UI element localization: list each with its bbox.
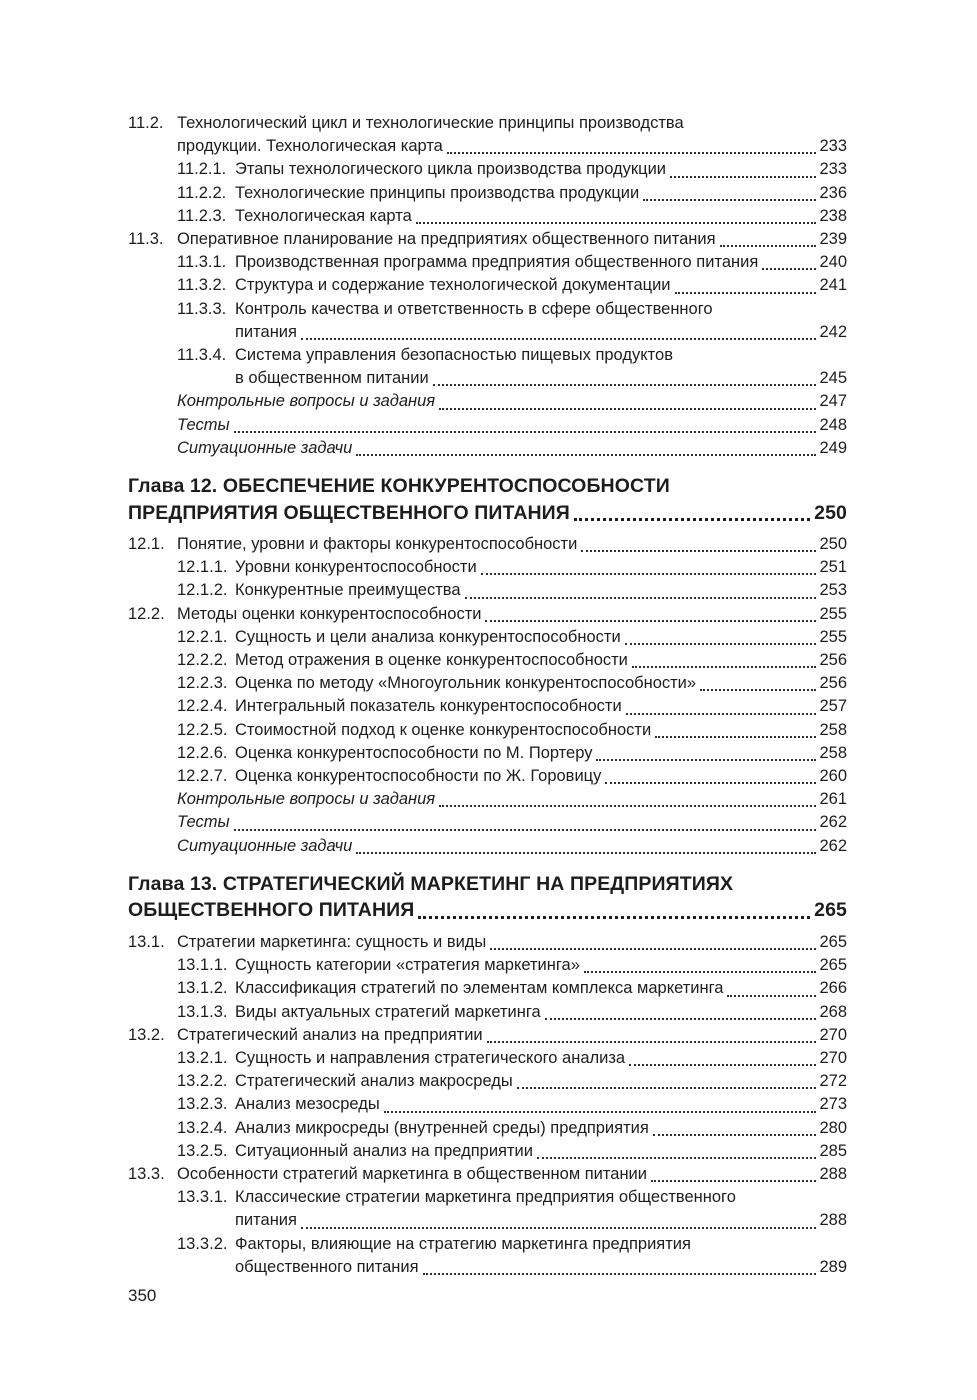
dot-leader [629, 1064, 816, 1066]
toc-entry-page: 265 [819, 932, 847, 951]
toc-entry [128, 437, 847, 460]
toc-entry [128, 977, 847, 1000]
toc-entry-title: общественного питания [235, 1257, 419, 1276]
toc-entry-title: Сущность и цели анализа конкурентоспособности [235, 627, 621, 646]
toc-entry-number: 11.2.2. [177, 183, 227, 202]
toc-entry-number: 12.2. [128, 604, 165, 623]
dot-leader [584, 971, 817, 973]
toc-entry-page: 258 [819, 720, 847, 739]
toc-entry [128, 1163, 847, 1186]
toc-entry-title: Сущность категории «стратегия маркетинга» [235, 956, 580, 975]
toc-entry [128, 1093, 847, 1116]
toc-entry-number: 12.1.2. [177, 581, 228, 600]
toc-entry-page: 288 [819, 1211, 847, 1230]
toc-entry-title: продукции. Технологическая карта [177, 137, 443, 156]
toc-entry-title: Сущность и направления стратегического анализа [235, 1048, 626, 1067]
dot-leader [384, 1111, 817, 1113]
toc-entry-title: Оперативное планирование на предприятиях общественного питания [177, 230, 716, 249]
toc-entry-page: 262 [819, 813, 847, 832]
toc-chapter-heading [128, 500, 847, 527]
toc-entry-number: 11.2. [128, 114, 164, 132]
toc-entry-number: 11.3.4. [177, 346, 227, 365]
page-number-footer: 350 [128, 1286, 157, 1305]
toc-entry-page: 255 [819, 627, 847, 646]
toc-entry-title: в общественном питании [235, 369, 429, 388]
toc-entry-number: 13.2.2. [177, 1072, 228, 1091]
toc-chapter-heading [128, 871, 847, 898]
toc-entry-page: 260 [819, 767, 847, 786]
toc-entry-page: 289 [819, 1257, 847, 1276]
toc-entry-page: 253 [819, 581, 847, 600]
toc-entry-number: 13.2.1. [177, 1048, 228, 1067]
dot-leader [439, 805, 816, 807]
toc-entry [128, 649, 847, 672]
toc-entry [128, 1001, 847, 1024]
toc-entry [128, 765, 847, 788]
toc-entry-title: Оценка конкурентоспособности по Ж. Горовицу [235, 767, 602, 786]
toc-entry-title: Производственная программа предприятия общественного питания [235, 253, 759, 272]
toc-entry [128, 1186, 847, 1209]
toc-entry-number: 13.3. [128, 1164, 165, 1183]
toc-entry-page: 280 [819, 1118, 847, 1137]
toc-entry-title: Стратегический анализ макросреды [235, 1072, 513, 1091]
toc-chapter-heading [128, 897, 847, 924]
toc-entry [128, 556, 847, 579]
toc-entry-page: 265 [814, 899, 847, 922]
toc-entry [128, 414, 847, 437]
toc-entry-number: 13.1.3. [177, 1002, 228, 1021]
toc-entry [128, 1070, 847, 1093]
toc-entry-number: 12.2.3. [177, 674, 228, 693]
dot-leader [517, 1087, 817, 1089]
toc-entry-title: Контроль качества и ответственность в сфере общественного [235, 299, 713, 318]
toc-entry [128, 672, 847, 695]
toc-entry [128, 1117, 847, 1140]
dot-leader [537, 1157, 816, 1159]
toc-entry-page: 236 [819, 183, 847, 202]
toc-entry [128, 1047, 847, 1070]
toc-entry-page: 256 [819, 674, 847, 693]
dot-leader [762, 268, 816, 270]
dot-leader [433, 384, 817, 386]
toc-entry [128, 1256, 847, 1279]
toc-entry-title: Анализ микросреды (внутренней среды) предприятия [235, 1118, 649, 1137]
dot-leader [675, 292, 817, 294]
toc-entry-page: 238 [819, 206, 847, 225]
toc-entry [128, 1140, 847, 1163]
toc-entry-title: ПРЕДПРИЯТИЯ ОБЩЕСТВЕННОГО ПИТАНИЯ [128, 501, 570, 524]
toc-entry-number: 12.2.6. [177, 743, 228, 762]
toc-entry-title: Ситуационный анализ на предприятии [235, 1141, 533, 1160]
toc-entry [128, 811, 847, 834]
dot-leader [485, 620, 816, 622]
dot-leader [653, 1134, 817, 1136]
toc-entry [128, 135, 847, 158]
toc-entry-page: 257 [819, 697, 847, 716]
toc-entry-page: 273 [819, 1095, 847, 1114]
dot-leader [625, 643, 817, 645]
toc-entry [128, 1233, 847, 1256]
toc-entry-page: 249 [819, 438, 847, 457]
toc-entry-title: Конкурентные преимущества [235, 581, 461, 600]
dot-leader [423, 1273, 817, 1275]
toc-entry [128, 251, 847, 274]
toc-entry [128, 321, 847, 344]
toc-entry-page: 268 [819, 1002, 847, 1021]
toc-entry-number: 13.3.2. [177, 1234, 228, 1253]
toc-entry-page: 262 [819, 836, 847, 855]
toc-entry [128, 158, 847, 181]
toc-entry-title: Технологический цикл и технологические принципы производства [177, 114, 684, 132]
toc-entry-page: 265 [819, 956, 847, 975]
toc-entry-page: 241 [819, 276, 847, 295]
dot-leader [700, 689, 816, 691]
toc-entry [128, 603, 847, 626]
dot-leader [655, 736, 816, 738]
toc-entry-title: Тесты [177, 415, 230, 434]
toc-entry-page: 288 [819, 1164, 847, 1183]
toc-entry-title: Стратегический анализ на предприятии [177, 1025, 483, 1044]
toc-entry-number: 13.2. [128, 1025, 165, 1044]
toc-entry [128, 742, 847, 765]
dot-leader [670, 176, 816, 178]
toc-entry-page: 250 [819, 535, 847, 554]
toc-entry-number: 13.2.3. [177, 1095, 228, 1114]
toc-entry-title: Технологическая карта [235, 206, 412, 225]
toc-entry-number: 11.3. [128, 230, 164, 249]
dot-leader [481, 573, 817, 575]
toc-entry-page: 266 [819, 979, 847, 998]
toc-entry-title: Тесты [177, 813, 230, 832]
toc-entry-title: Факторы, влияющие на стратегию маркетинга предприятия [235, 1234, 691, 1253]
toc-entry-page: 247 [819, 392, 847, 411]
toc-entry-page: 272 [819, 1072, 847, 1091]
toc-entry-title: Оценка по методу «Многоугольник конкурентоспособности» [235, 674, 697, 693]
toc-entry-number: 12.2.4. [177, 697, 228, 716]
toc-entry [128, 228, 847, 251]
toc-entry [128, 390, 847, 413]
toc-entry-number: 13.2.4. [177, 1118, 228, 1137]
dot-leader [545, 1018, 817, 1020]
toc-entry-number: 12.2.5. [177, 720, 228, 739]
toc-entry-number: 13.2.5. [177, 1141, 228, 1160]
toc-entry-title: Структура и содержание технологической документации [235, 276, 671, 295]
toc-entry-title: Понятие, уровни и факторы конкурентоспособности [177, 535, 578, 554]
toc-entry-title: Классические стратегии маркетинга предприятия общественного [235, 1188, 736, 1207]
toc-entry-page: 251 [819, 558, 847, 577]
dot-leader [605, 782, 816, 784]
toc-entry-title: питания [235, 1211, 297, 1230]
toc-entry-title: Глава 12. ОБЕСПЕЧЕНИЕ КОНКУРЕНТОСПОСОБНОСТИ [128, 475, 670, 498]
toc-entry [128, 931, 847, 954]
toc-entry [128, 626, 847, 649]
dot-leader [234, 829, 817, 831]
toc-entry-number: 13.1.2. [177, 979, 228, 998]
toc-entry-number: 11.3.3. [177, 299, 227, 318]
toc-entry-title: Контрольные вопросы и задания [177, 392, 436, 411]
toc-entry [128, 112, 847, 135]
toc-entry-number: 12.1.1. [177, 558, 228, 577]
toc-entry-title: Контрольные вопросы и задания [177, 790, 436, 809]
toc-entry-number: 13.1.1. [177, 956, 228, 975]
toc-entry-page: 240 [819, 253, 847, 272]
toc-entry [128, 1024, 847, 1047]
dot-leader [416, 222, 817, 224]
toc-entry-number: 11.2.1. [177, 160, 227, 179]
dot-leader [447, 152, 817, 154]
toc-entry-page: 233 [819, 137, 847, 156]
dot-leader [356, 454, 816, 456]
dot-leader [418, 916, 810, 919]
toc-entry-number: 12.2.2. [177, 651, 228, 670]
toc-entry [128, 835, 847, 858]
toc-entry-title: Глава 13. СТРАТЕГИЧЕСКИЙ МАРКЕТИНГ НА ПРЕДПРИЯТИЯХ [128, 872, 734, 895]
toc-entry-number: 11.3.2. [177, 276, 227, 295]
toc-entry-title: Метод отражения в оценке конкурентоспособности [235, 651, 628, 670]
toc-entry-number: 13.1. [128, 932, 165, 951]
dot-leader [632, 666, 817, 668]
toc-entry-title: Виды актуальных стратегий маркетинга [235, 1002, 541, 1021]
toc-entry-title: Анализ мезосреды [235, 1095, 380, 1114]
dot-leader [487, 1041, 817, 1043]
toc-entry [128, 533, 847, 556]
toc-entry [128, 719, 847, 742]
dot-leader [596, 759, 816, 761]
toc-entry-page: 248 [819, 415, 847, 434]
toc-entry-page: 255 [819, 604, 847, 623]
dot-leader [574, 518, 810, 521]
dot-leader [720, 245, 817, 247]
toc-entry-page: 250 [814, 501, 847, 524]
toc-entry-page: 245 [819, 369, 847, 388]
toc-entry-number: 11.3.1. [177, 253, 227, 272]
toc-entry-title: Ситуационные задачи [177, 438, 353, 457]
toc-entry [128, 1209, 847, 1232]
toc-entry-page: 242 [819, 322, 847, 341]
toc-entry-page: 270 [819, 1025, 847, 1044]
dot-leader [581, 550, 816, 552]
toc-entry [128, 205, 847, 228]
dot-leader [727, 995, 816, 997]
toc-entry-title: Методы оценки конкурентоспособности [177, 604, 482, 623]
toc-chapter-heading [128, 473, 847, 500]
toc-entry [128, 298, 847, 321]
toc-entry-title: Ситуационные задачи [177, 836, 353, 855]
toc-list [128, 112, 847, 1279]
toc-entry [128, 274, 847, 297]
toc-entry-title: питания [235, 322, 297, 341]
toc-entry [128, 182, 847, 205]
toc-entry [128, 367, 847, 390]
dot-leader [465, 597, 817, 599]
dot-leader [356, 852, 816, 854]
toc-entry-number: 12.2.1. [177, 627, 228, 646]
toc-entry [128, 344, 847, 367]
dot-leader [301, 1227, 817, 1229]
toc-entry-title: Интегральный показатель конкурентоспособности [235, 697, 622, 716]
toc-entry-page: 258 [819, 743, 847, 762]
toc-entry-page: 256 [819, 651, 847, 670]
toc-entry-number: 11.2.3. [177, 206, 227, 225]
dot-leader [234, 431, 817, 433]
toc-entry [128, 579, 847, 602]
toc-entry-title: Оценка конкурентоспособности по М. Портеру [235, 743, 593, 762]
dot-leader [626, 713, 817, 715]
dot-leader [651, 1180, 816, 1182]
toc-entry-number: 12.1. [128, 535, 165, 554]
toc-entry-title: Технологические принципы производства продукции [235, 183, 640, 202]
toc-entry-title: ОБЩЕСТВЕННОГО ПИТАНИЯ [128, 899, 415, 922]
toc-entry-title: Этапы технологического цикла производства продукции [235, 160, 666, 179]
dot-leader [439, 408, 816, 410]
toc-entry-title: Система управления безопасностью пищевых продуктов [235, 346, 673, 365]
toc-entry-page: 261 [819, 790, 847, 809]
toc-entry-page: 233 [819, 160, 847, 179]
toc-entry-page: 270 [819, 1048, 847, 1067]
dot-leader [643, 199, 816, 201]
toc-entry-title: Стоимостной подход к оценке конкурентоспособности [235, 720, 652, 739]
toc-entry [128, 695, 847, 718]
toc-entry [128, 788, 847, 811]
dot-leader [301, 338, 817, 340]
toc-entry-number: 13.3.1. [177, 1188, 228, 1207]
toc-entry [128, 954, 847, 977]
toc-entry-page: 239 [819, 230, 847, 249]
dot-leader [490, 948, 816, 950]
toc-entry-title: Уровни конкурентоспособности [235, 558, 477, 577]
toc-entry-title: Классификация стратегий по элементам комплекса маркетинга [235, 979, 724, 998]
toc-entry-number: 12.2.7. [177, 767, 228, 786]
toc-entry-title: Стратегии маркетинга: сущность и виды [177, 932, 487, 951]
toc-entry-title: Особенности стратегий маркетинга в общественном питании [177, 1164, 647, 1183]
toc-entry-page: 285 [819, 1141, 847, 1160]
